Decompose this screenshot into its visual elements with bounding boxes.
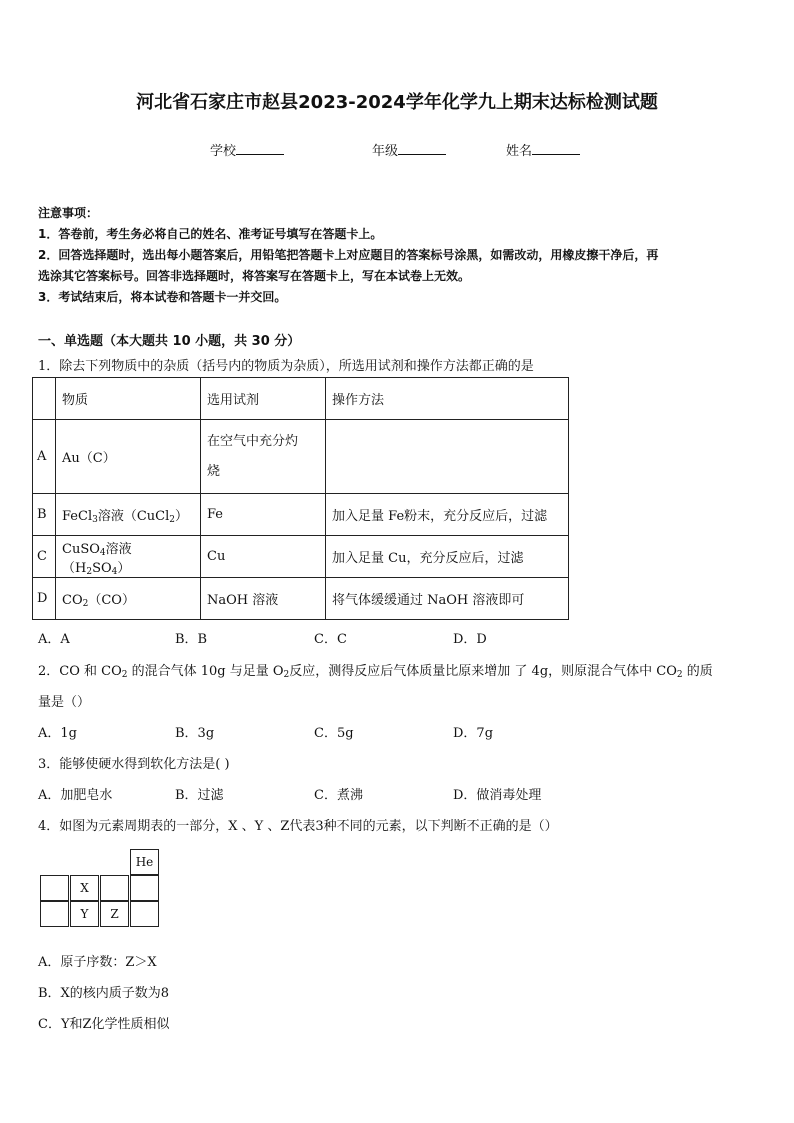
cell-he: He <box>130 849 159 875</box>
note-item-3: 3．考试结束后，将本试卷和答题卡一并交回。 <box>38 290 287 304</box>
cell-empty <box>100 875 129 901</box>
grade-field[interactable] <box>372 140 446 159</box>
note-item-2: 2．回答选择题时，选出每小题答案后，用铅笔把答题卡上对应题目的答案标号涂黑，如需改动，用橡皮擦干净后，再 <box>38 248 659 262</box>
row-substance: Au（C） <box>56 420 201 494</box>
grade-label: 年级 <box>372 144 399 159</box>
q1-option-b[interactable]: B．B <box>175 632 208 647</box>
cell-empty <box>130 875 159 901</box>
table-header-blank <box>33 378 56 420</box>
q3-stem: 3．能够使硬水得到软化方法是( ) <box>38 757 230 772</box>
q3-option-c[interactable]: C．煮沸 <box>314 788 363 803</box>
row-method <box>326 420 569 494</box>
q3-option-a[interactable]: A．加肥皂水 <box>38 788 113 803</box>
school-label: 学校 <box>210 144 237 159</box>
table-row <box>33 578 569 620</box>
row-label: A <box>33 420 56 494</box>
row-label: C <box>33 536 56 578</box>
row-method: 将气体缓缓通过 NaOH 溶液即可 <box>326 578 569 620</box>
table-row <box>33 494 569 536</box>
q4-stem: 4．如图为元素周期表的一部分，X 、Y 、Z代表3种不同的元素，以下判断不正确的是（） <box>38 819 558 834</box>
q2-option-d[interactable]: D．7g <box>453 726 494 741</box>
q1-option-c[interactable]: C．C <box>314 632 347 647</box>
q1-stem: 1．除去下列物质中的杂质（括号内的物质为杂质），所选用试剂和操作方法都正确的是 <box>38 359 534 374</box>
table-header-substance: 物质 <box>56 378 201 420</box>
table-header-row <box>33 378 569 420</box>
table-row <box>33 536 569 578</box>
row-method: 加入足量 Cu，充分反应后，过滤 <box>326 536 569 578</box>
row-reagent-line1: 在空气中充分灼 <box>207 433 299 449</box>
cell-x: X <box>70 875 99 901</box>
table-header-reagent: 选用试剂 <box>201 378 326 420</box>
q2-option-c[interactable]: C．5g <box>314 726 354 741</box>
note-item-2-cont: 选涂其它答案标号。回答非选择题时，将答案写在答题卡上，写在本试卷上无效。 <box>38 269 471 283</box>
row-substance: FeCl$_3$溶液（CuCl$_2$） <box>56 494 201 536</box>
row-label: D <box>33 578 56 620</box>
note-item-1: 1．答卷前，考生务必将自己的姓名、准考证号填写在答题卡上。 <box>38 227 383 241</box>
cell-empty <box>130 901 159 927</box>
cell-empty <box>40 875 69 901</box>
q2-option-a[interactable]: A．1g <box>38 726 77 741</box>
row-substance: $CO_2(CO)$ <box>56 578 201 620</box>
section-heading: 一、单选题（本大题共 10 小题，共 30 分） <box>38 334 301 349</box>
cell-empty <box>40 901 69 927</box>
q2-stem-line2: 量是（） <box>38 695 91 710</box>
row-reagent: Fe <box>201 494 326 536</box>
q3-option-b[interactable]: B．过滤 <box>175 788 224 803</box>
table-row <box>33 420 569 494</box>
q1-option-d[interactable]: D．D <box>453 632 487 647</box>
row-reagent <box>201 420 326 494</box>
row-reagent: Cu <box>201 536 326 578</box>
q4-option-a[interactable]: A．原子序数：Z＞X <box>38 955 157 970</box>
name-field[interactable] <box>506 140 580 159</box>
school-field[interactable] <box>210 140 284 159</box>
q1-option-a[interactable]: A．A <box>38 632 70 647</box>
cell-z: Z <box>100 901 129 927</box>
row-method: 加入足量 Fe粉末，充分反应后，过滤 <box>326 494 569 536</box>
q4-option-c[interactable]: C．Y和Z化学性质相似 <box>38 1017 170 1032</box>
q2-option-b[interactable]: B．3g <box>175 726 215 741</box>
notes-heading: 注意事项： <box>38 206 99 220</box>
row-reagent: NaOH 溶液 <box>201 578 326 620</box>
q4-option-b[interactable]: B．X的核内质子数为8 <box>38 986 170 1001</box>
row-substance: CuSO$_4$溶液$(H_2SO_4)$ <box>56 536 201 578</box>
cell-y: Y <box>70 901 99 927</box>
q1-table <box>32 377 569 620</box>
q2-stem-line1: 2．CO 和 $CO_2$ 的混合气体 10g 与足量 $O_2$反应，测得反应后气体质量比原来增加 了 4g，则原混合气体中 $CO_2$ 的质 <box>38 664 713 680</box>
name-label: 姓名 <box>506 144 533 159</box>
page-title: 河北省石家庄市赵县2023-2024学年化学九上期末达标检测试题 <box>136 92 658 113</box>
table-header-method: 操作方法 <box>326 378 569 420</box>
q3-option-d[interactable]: D．做消毒处理 <box>453 788 542 803</box>
row-label: B <box>33 494 56 536</box>
row-reagent-line2: 烧 <box>207 463 221 479</box>
